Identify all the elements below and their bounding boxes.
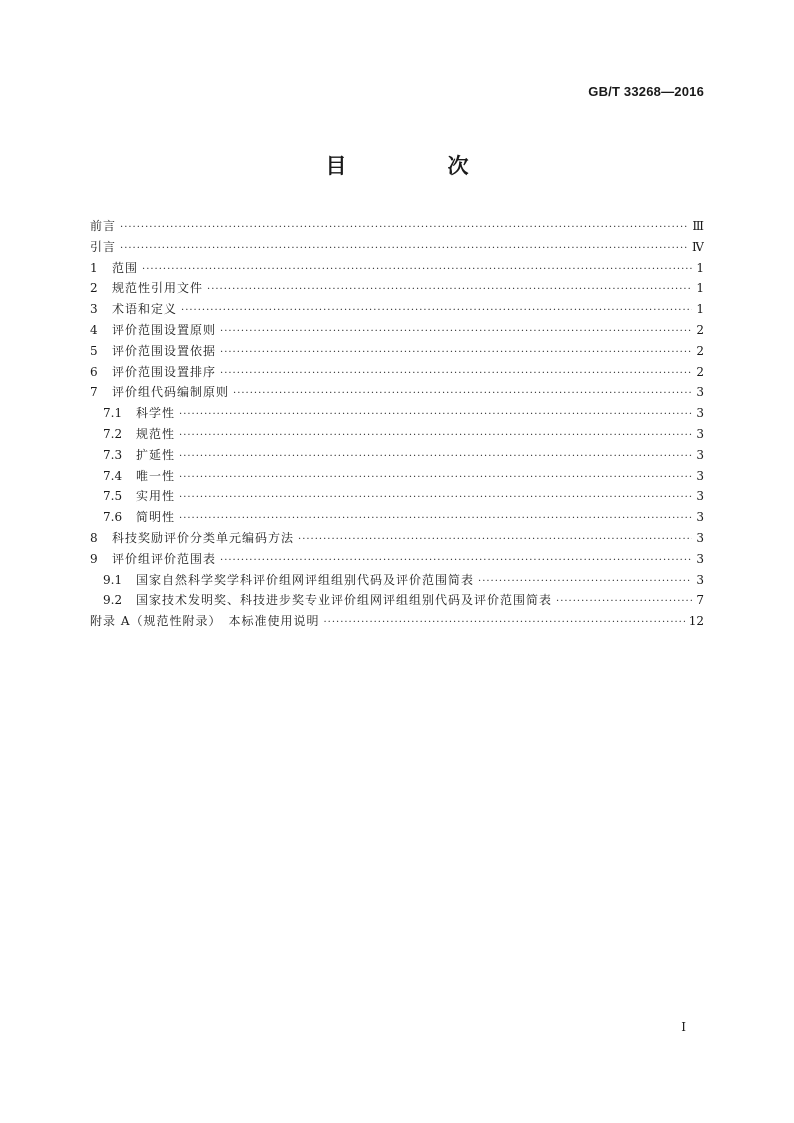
- toc-dot-leader: [179, 509, 692, 528]
- toc-entry[interactable]: [90, 466, 704, 487]
- toc-entry-number: 3: [90, 302, 98, 317]
- toc-dot-leader: [233, 384, 692, 403]
- toc-entry-page: 3: [696, 468, 704, 483]
- toc-entry-number: 7.6: [103, 510, 123, 525]
- toc-entry-number: 2: [90, 281, 98, 296]
- toc-dot-leader: [220, 364, 692, 383]
- toc-entry[interactable]: [90, 611, 704, 632]
- toc-entry[interactable]: [90, 486, 704, 507]
- toc-dot-leader: [220, 343, 692, 362]
- toc-entry[interactable]: [90, 258, 704, 279]
- toc-entry-label: 国家自然科学奖学科评价组网评组组别代码及评价范围简表: [136, 572, 475, 587]
- toc-entry-page: 3: [696, 406, 704, 421]
- toc-entry-page: 2: [696, 364, 704, 379]
- toc-dot-leader: [179, 447, 692, 466]
- toc-entry-number: 8: [90, 530, 98, 545]
- toc-entry-label: 规范性: [136, 426, 176, 441]
- toc-entry-page: 3: [696, 447, 704, 462]
- toc-entry-page: Ⅳ: [692, 239, 704, 254]
- toc-entry-page: Ⅲ: [692, 219, 704, 233]
- toc-entry-page: 2: [696, 322, 704, 337]
- toc-entry-page: 2: [696, 343, 704, 358]
- toc-entry-page: 3: [696, 530, 704, 545]
- toc-dot-leader: [142, 260, 692, 279]
- toc-dot-leader: [179, 468, 692, 487]
- toc-entry-number: 7: [90, 385, 98, 400]
- toc-dot-leader: [179, 426, 692, 445]
- toc-entry-label: 规范性引用文件: [112, 281, 204, 296]
- toc-entry-label: 术语和定义: [112, 302, 178, 317]
- toc-dot-leader: [120, 218, 688, 237]
- toc-entry-page: 1: [696, 302, 704, 317]
- toc-entry-label: 前言: [90, 219, 117, 233]
- toc-entry-label: 评价组代码编制原则: [112, 385, 230, 400]
- toc-entry[interactable]: [90, 362, 704, 383]
- toc-entry-label: 实用性: [136, 489, 176, 504]
- toc-entry-page: 3: [696, 572, 704, 587]
- toc-entry-label: 附录 A（规范性附录） 本标准使用说明: [90, 614, 320, 629]
- toc-entry[interactable]: [90, 424, 704, 445]
- toc-entry-page: 3: [696, 489, 704, 504]
- toc-entry[interactable]: [90, 278, 704, 299]
- toc-entry-number: 7.1: [103, 406, 123, 421]
- toc-entry-number: 7.2: [103, 426, 123, 441]
- toc-entry-label: 范围: [112, 260, 139, 275]
- toc-entry-page: 12: [688, 614, 704, 629]
- toc-dot-leader: [556, 592, 692, 611]
- toc-entry[interactable]: [90, 299, 704, 320]
- toc-entry-number: 5: [90, 343, 98, 358]
- toc-entry[interactable]: [90, 445, 704, 466]
- toc-dot-leader: [298, 530, 692, 549]
- toc-entry-label: 评价范围设置原则: [112, 322, 217, 337]
- toc-entry-number: 9.2: [103, 593, 123, 608]
- toc-dot-leader: [207, 280, 692, 299]
- toc-entry-label: 评价范围设置排序: [112, 364, 217, 379]
- table-of-contents: [90, 216, 704, 632]
- toc-entry-page: 3: [696, 385, 704, 400]
- toc-dot-leader: [181, 301, 692, 320]
- toc-entry-label: 科学性: [136, 406, 176, 421]
- toc-entry-number: 4: [90, 322, 98, 337]
- page-number: I: [681, 1020, 686, 1034]
- toc-entry[interactable]: [90, 528, 704, 549]
- toc-entry-label: 唯一性: [136, 468, 176, 483]
- toc-entry[interactable]: [90, 549, 704, 570]
- toc-entry-page: 3: [696, 510, 704, 525]
- toc-dot-leader: [179, 488, 692, 507]
- toc-entry[interactable]: [90, 341, 704, 362]
- toc-entry[interactable]: [90, 570, 704, 591]
- toc-entry-number: 9: [90, 551, 98, 566]
- toc-entry[interactable]: [90, 237, 704, 258]
- toc-dot-leader: [179, 405, 692, 424]
- toc-entry-page: 3: [696, 551, 704, 566]
- toc-entry-page: 3: [696, 426, 704, 441]
- toc-entry-label: 引言: [90, 239, 117, 254]
- toc-dot-leader: [120, 239, 688, 258]
- toc-entry-label: 国家技术发明奖、科技进步奖专业评价组网评组组别代码及评价范围简表: [136, 593, 553, 608]
- toc-entry-label: 科技奖励评价分类单元编码方法: [112, 530, 295, 545]
- toc-entry-label: 评价范围设置依据: [112, 343, 217, 358]
- toc-entry[interactable]: [90, 403, 704, 424]
- toc-entry[interactable]: [90, 320, 704, 341]
- toc-dot-leader: [220, 322, 692, 341]
- toc-entry-number: 9.1: [103, 572, 123, 587]
- standard-code: GB/T 33268—2016: [588, 84, 704, 99]
- toc-dot-leader: [220, 551, 692, 570]
- page-title: 目 次: [325, 154, 509, 178]
- toc-entry[interactable]: [90, 216, 704, 237]
- toc-entry-number: 6: [90, 364, 98, 379]
- toc-entry-number: 7.3: [103, 447, 123, 462]
- toc-entry[interactable]: [90, 590, 704, 611]
- toc-entry-page: 1: [696, 260, 704, 275]
- toc-dot-leader: [323, 613, 684, 632]
- toc-entry-label: 评价组评价范围表: [112, 551, 217, 566]
- toc-entry-number: 7.5: [103, 489, 123, 504]
- toc-entry-number: 1: [90, 260, 98, 275]
- toc-dot-leader: [478, 572, 692, 591]
- toc-entry-page: 1: [696, 281, 704, 296]
- toc-entry[interactable]: [90, 507, 704, 528]
- toc-entry-label: 扩延性: [136, 447, 176, 462]
- toc-entry-label: 简明性: [136, 510, 176, 525]
- toc-entry-number: 7.4: [103, 468, 123, 483]
- toc-entry[interactable]: [90, 382, 704, 403]
- toc-entry-page: 7: [696, 593, 704, 608]
